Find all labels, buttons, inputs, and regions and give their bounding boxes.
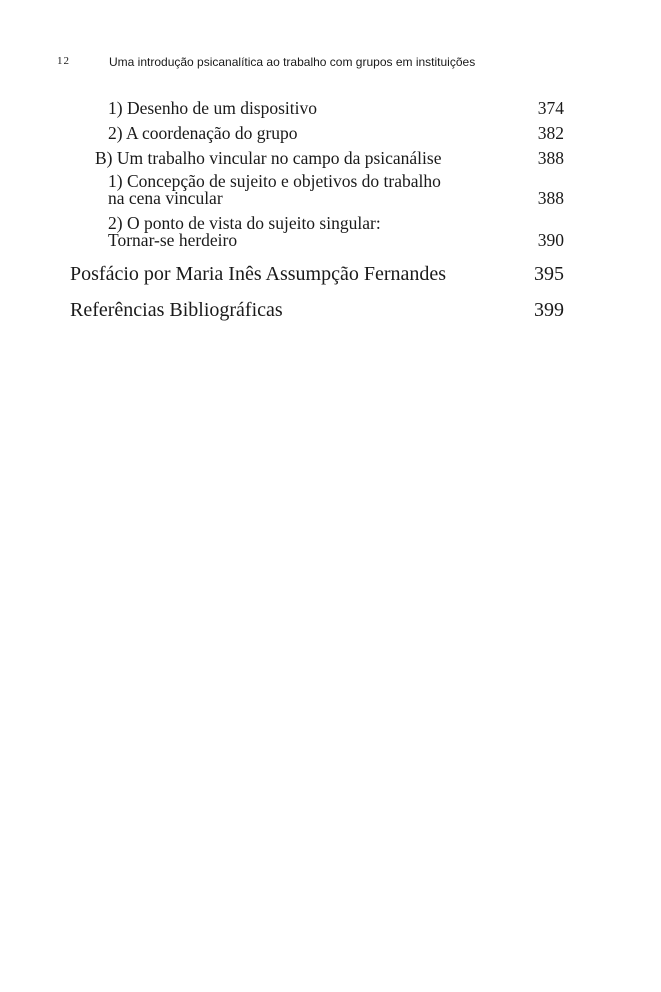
toc-entry-title: 2) A coordenação do grupo (108, 123, 298, 143)
toc-entry-title: 1) Concepção de sujeito e objetivos do trabalho (108, 171, 441, 191)
toc-entry-title: Referências Bibliográficas (70, 299, 283, 321)
running-title: Uma introdução psicanalítica ao trabalho com grupos em instituições (109, 55, 476, 69)
toc-entry-page: 374 (537, 98, 564, 118)
toc-entry-title-continuation: Tornar-se herdeiro (108, 230, 238, 250)
toc-entry-title: 2) O ponto de vista do sujeito singular: (108, 213, 381, 233)
toc-entry-title-continuation: na cena vincular (108, 188, 223, 208)
toc-entry-page: 388 (537, 148, 564, 168)
toc-entry-page: 390 (537, 230, 564, 250)
toc-entry-page: 399 (534, 299, 564, 321)
page-number: 12 (57, 55, 70, 67)
toc-entry (70, 262, 564, 286)
toc-entry (70, 98, 564, 119)
toc-entry-title: Posfácio por Maria Inês Assumpção Fernandes (70, 263, 447, 285)
toc-entry (70, 215, 564, 249)
toc-entry (70, 148, 564, 169)
toc-entry (70, 298, 564, 322)
toc-entry-title: B) Um trabalho vincular no campo da psicanálise (95, 148, 442, 168)
toc-entry-page: 395 (534, 263, 564, 285)
toc-entry (70, 123, 564, 144)
toc-entry (70, 173, 564, 207)
running-header (57, 55, 617, 73)
toc-entry-title: 1) Desenho de um dispositivo (108, 98, 318, 118)
toc-entry-page: 382 (537, 123, 564, 143)
table-of-contents (70, 98, 564, 322)
toc-entry-page: 388 (537, 188, 564, 208)
